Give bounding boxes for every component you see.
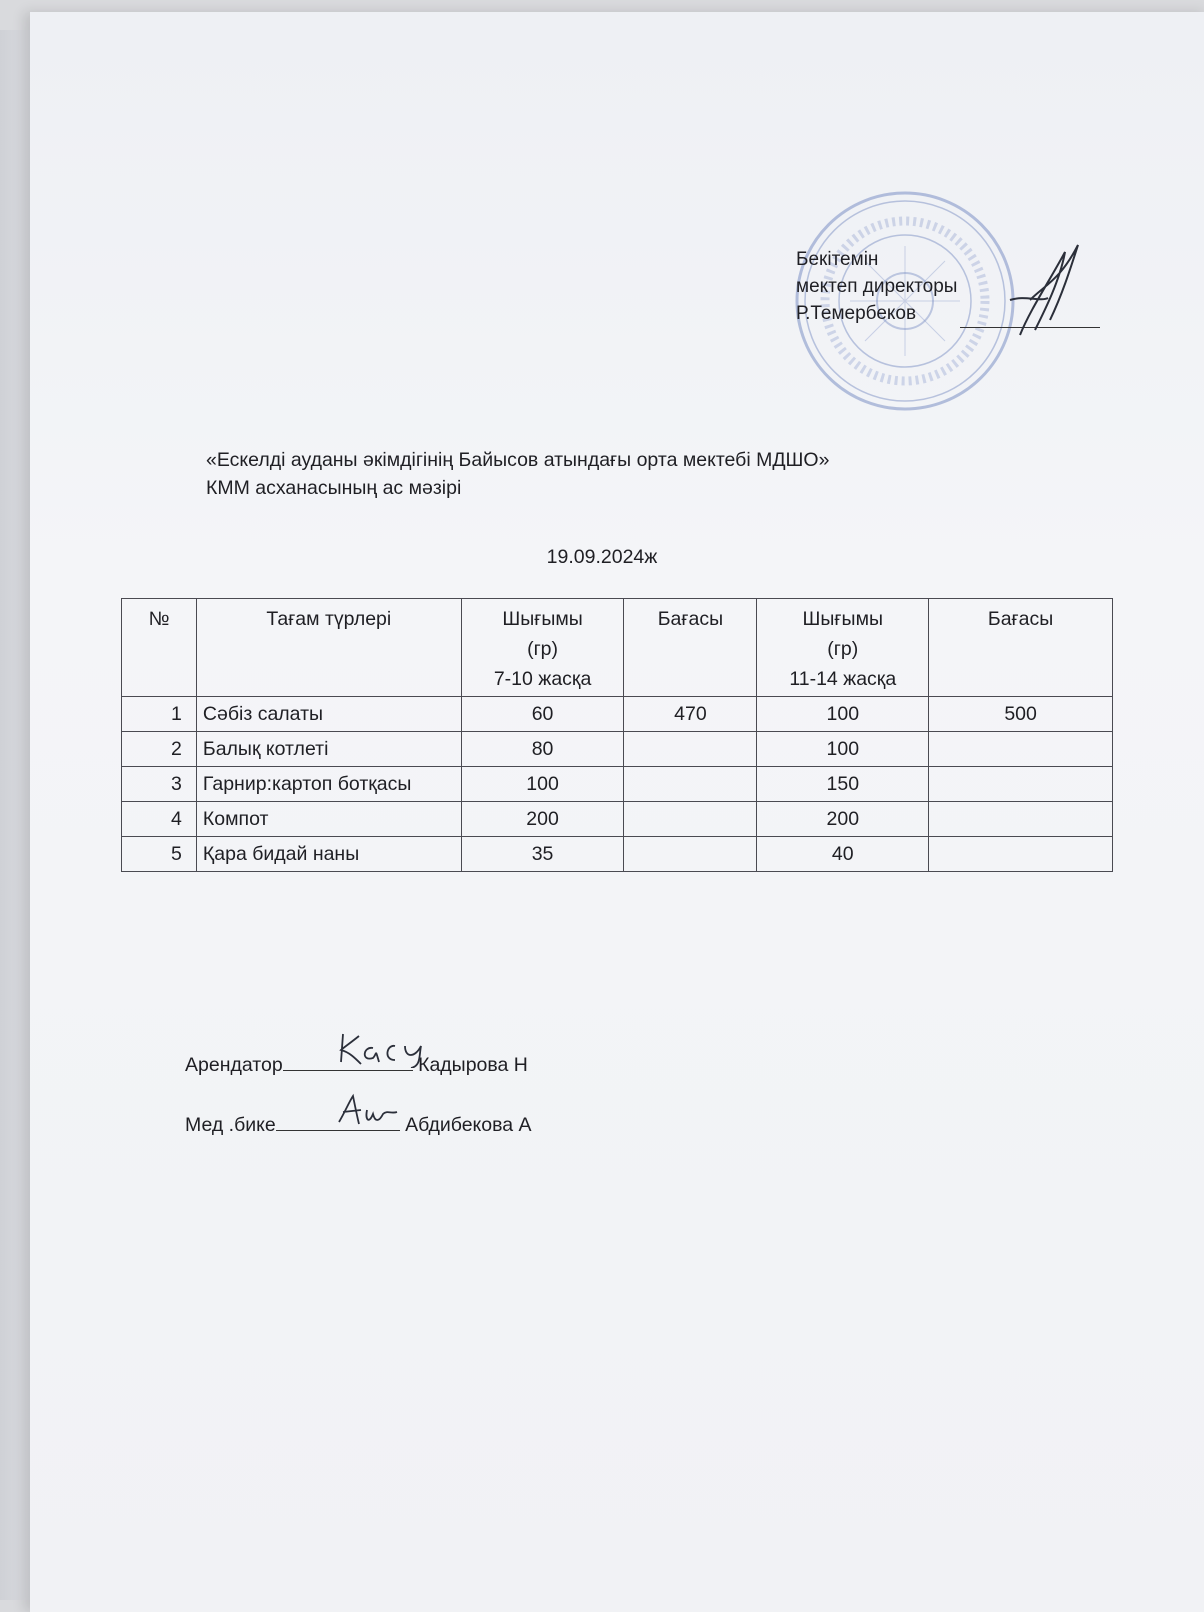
row-number: 5 (122, 837, 197, 872)
table-header-row (122, 599, 1113, 697)
col-price-7-10: Бағасы (624, 599, 757, 697)
yield-11-14: 100 (757, 697, 929, 732)
row-number: 3 (122, 767, 197, 802)
col-number: № (122, 599, 197, 697)
row-number: 1 (122, 697, 197, 732)
yield-11-14: 100 (757, 732, 929, 767)
row-number: 2 (122, 732, 197, 767)
organization-name: «Ескелді ауданы әкімдігінің Байысов атындағы орта мектебі МДШО» (206, 449, 830, 471)
approval-position: мектеп директоры (796, 276, 958, 297)
col-dish: Тағам түрлері (196, 599, 461, 697)
price-11-14 (929, 837, 1113, 872)
col-yield-11-14-line2: (гр) (827, 638, 859, 660)
nurse-label: Мед .бике (185, 1114, 276, 1136)
yield-7-10: 100 (461, 767, 624, 802)
menu-table (121, 598, 1113, 872)
yield-11-14: 150 (757, 767, 929, 802)
table-row (122, 802, 1113, 837)
col-yield-7-10-line3: 7-10 жасқа (493, 668, 592, 690)
tenant-label: Арендатор (185, 1054, 283, 1076)
menu-title: КММ асханасының ас мәзірі (206, 477, 462, 499)
price-7-10: 470 (624, 697, 757, 732)
dish-name: Гарнир:картоп ботқасы (196, 767, 461, 802)
dish-name: Сәбіз салаты (196, 697, 461, 732)
col-yield-7-10-line2: (гр) (527, 638, 559, 660)
nurse-signature (335, 1092, 425, 1128)
price-11-14: 500 (929, 697, 1113, 732)
price-11-14 (929, 767, 1113, 802)
approval-title: Бекітемін (796, 249, 879, 270)
menu-date: 19.09.2024ж (546, 546, 658, 568)
col-price-11-14: Бағасы (929, 599, 1113, 697)
price-7-10 (624, 732, 757, 767)
approval-director-name: Р.Темербеков (796, 303, 917, 324)
yield-7-10: 35 (461, 837, 624, 872)
table-row (122, 837, 1113, 872)
nurse-name: Абдибекова А (405, 1114, 532, 1136)
dish-name: Балық котлеті (196, 732, 461, 767)
yield-7-10: 60 (461, 697, 624, 732)
price-11-14 (929, 732, 1113, 767)
price-11-14 (929, 802, 1113, 837)
row-number: 4 (122, 802, 197, 837)
col-yield-11-14-line1: Шығымы (802, 608, 883, 630)
price-7-10 (624, 837, 757, 872)
tenant-signature (335, 1026, 445, 1068)
yield-11-14: 40 (757, 837, 929, 872)
price-7-10 (624, 802, 757, 837)
tenant-name: Кадырова Н (418, 1054, 528, 1076)
table-row (122, 767, 1113, 802)
yield-7-10: 200 (461, 802, 624, 837)
dish-name: Компот (196, 802, 461, 837)
dish-name: Қара бидай наны (196, 837, 461, 872)
table-row (122, 697, 1113, 732)
approval-block (796, 246, 957, 327)
table-row (122, 732, 1113, 767)
col-yield-7-10-line1: Шығымы (502, 608, 583, 630)
col-yield-7-10 (461, 599, 624, 697)
yield-7-10: 80 (461, 732, 624, 767)
document-header (206, 446, 829, 502)
col-yield-11-14 (757, 599, 929, 697)
col-yield-11-14-line3: 11-14 жасқа (789, 668, 897, 690)
price-7-10 (624, 767, 757, 802)
director-signature (990, 240, 1100, 350)
yield-11-14: 200 (757, 802, 929, 837)
